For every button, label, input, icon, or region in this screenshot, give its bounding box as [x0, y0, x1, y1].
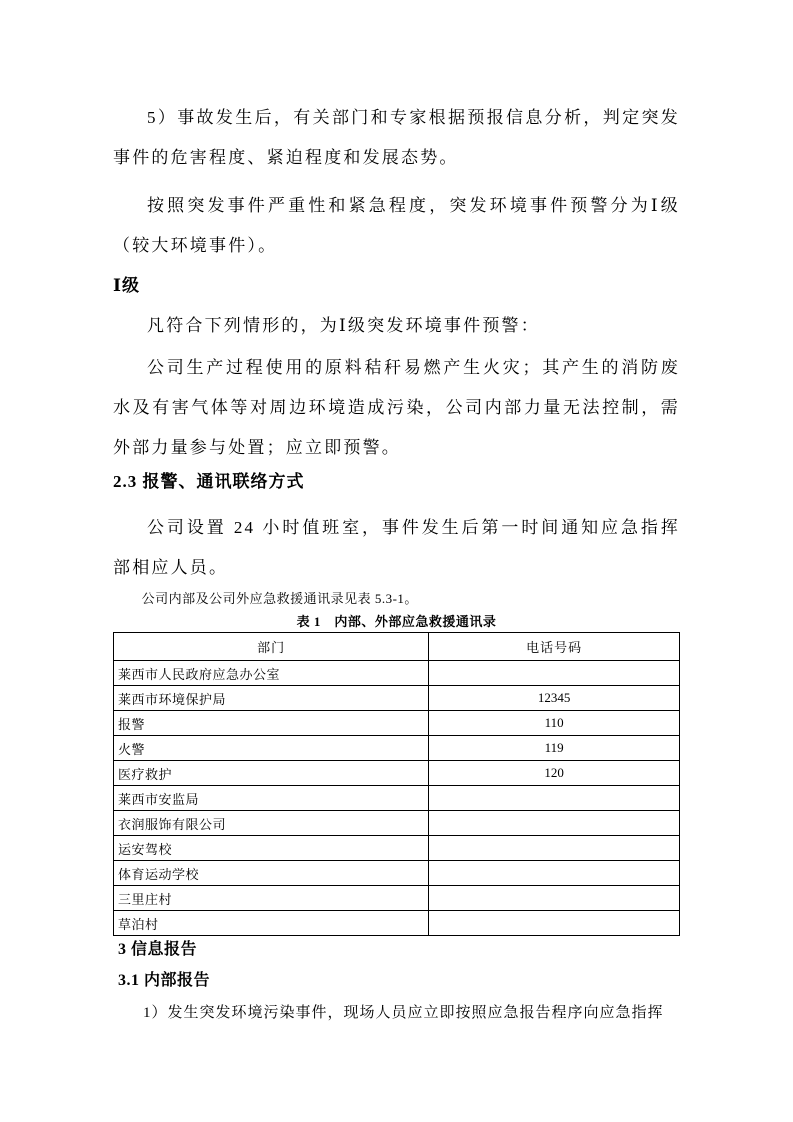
cell-department: 莱西市人民政府应急办公室 [114, 661, 429, 686]
emergency-contact-table [113, 632, 680, 936]
heading-2-3-alarm-communication: 2.3 报警、通讯联络方式 [113, 472, 305, 491]
cell-department: 医疗救护 [114, 761, 429, 786]
cell-department: 衣润服饰有限公司 [114, 811, 429, 836]
table-row [114, 911, 680, 936]
table-row [114, 811, 680, 836]
column-header-phone: 电话号码 [429, 633, 680, 661]
table-row [114, 711, 680, 736]
table-row [114, 886, 680, 911]
paragraph-accident-analysis: 5）事故发生后，有关部门和专家根据预报信息分析，判定突发事件的危害程度、紧迫程度和发展态势。 [113, 108, 680, 167]
paragraph-internal-report-procedure: 1）发生突发环境污染事件，现场人员应立即按照应急报告程序向应急指挥 [143, 1005, 664, 1021]
table-row [114, 686, 680, 711]
paragraph-warning-classification: 按照突发事件严重性和紧急程度，突发环境事件预警分为Ⅰ级（较大环境事件）。 [113, 196, 680, 255]
paragraph-duty-room: 公司设置 24 小时值班室，事件发生后第一时间通知应急指挥部相应人员。 [113, 518, 680, 577]
table-row [114, 661, 680, 686]
cell-phone [429, 886, 680, 911]
table-header-row [114, 633, 680, 661]
cell-phone [429, 861, 680, 886]
cell-department: 火警 [114, 736, 429, 761]
cell-phone: 119 [429, 736, 680, 761]
table-row [114, 736, 680, 761]
column-header-department: 部门 [114, 633, 429, 661]
table-row [114, 861, 680, 886]
cell-phone: 120 [429, 761, 680, 786]
cell-department: 莱西市环境保护局 [114, 686, 429, 711]
cell-department: 体育运动学校 [114, 861, 429, 886]
heading-level-1-warning: Ⅰ级 [113, 276, 140, 295]
cell-department: 草泊村 [114, 911, 429, 936]
paragraph-level-1-criteria-intro: 凡符合下列情形的，为Ⅰ级突发环境事件预警： [147, 316, 540, 335]
cell-department: 三里庄村 [114, 886, 429, 911]
cell-phone [429, 811, 680, 836]
cell-department: 报警 [114, 711, 429, 736]
table-row [114, 836, 680, 861]
table-row [114, 786, 680, 811]
cell-phone: 12345 [429, 686, 680, 711]
cell-phone [429, 911, 680, 936]
heading-3-information-report: 3 信息报告 [118, 941, 198, 958]
cell-phone [429, 661, 680, 686]
cell-department: 运安驾校 [114, 836, 429, 861]
heading-3-1-internal-report: 3.1 内部报告 [118, 972, 211, 989]
table-caption: 表 1 内部、外部应急救援通讯录 [296, 614, 497, 629]
cell-phone [429, 786, 680, 811]
table-row [114, 761, 680, 786]
paragraph-contact-list-reference: 公司内部及公司外应急救援通讯录见表 5.3-1。 [141, 591, 418, 606]
cell-phone: 110 [429, 711, 680, 736]
cell-department: 莱西市安监局 [114, 786, 429, 811]
paragraph-level-1-criteria: 公司生产过程使用的原料秸秆易燃产生火灾；其产生的消防废水及有害气体等对周边环境造成污染，公司内部力量无法控制，需外部力量参与处置；应立即预警。 [113, 358, 680, 457]
cell-phone [429, 836, 680, 861]
